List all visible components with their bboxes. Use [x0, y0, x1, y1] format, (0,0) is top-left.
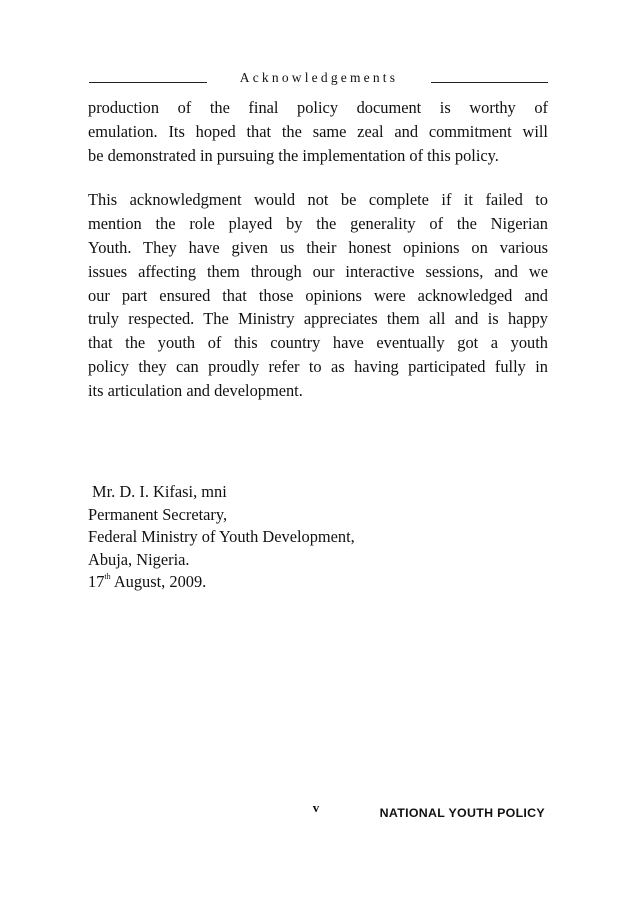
page-number: v — [312, 800, 320, 815]
paragraph-2 — [88, 188, 548, 402]
text-line: be demonstrated in pursuing the implementation of this policy. — [88, 145, 499, 165]
date-suffix: th — [104, 572, 111, 582]
signature-block — [88, 481, 355, 594]
header-rule-left — [89, 82, 207, 83]
header-rule-right — [431, 82, 548, 83]
signatory-title: Permanent Secretary, — [88, 504, 228, 524]
text-line: truly respected. The Ministry appreciates them all and is happy — [88, 309, 548, 329]
section-header — [89, 68, 548, 98]
signatory-organization: Federal Ministry of Youth Development, — [88, 527, 355, 547]
signatory-location: Abuja, Nigeria. — [88, 549, 190, 569]
paragraph-1 — [88, 96, 548, 167]
text-line: emulation. Its hoped that the same zeal and commitment will — [88, 121, 548, 141]
date-rest: August, 2009. — [110, 572, 207, 592]
footer-document-title: NATIONAL YOUTH POLICY — [379, 806, 545, 820]
signatory-name: Mr. D. I. Kifasi, mni — [92, 482, 227, 501]
section-title: Acknowledgements — [239, 70, 399, 85]
text-line: policy they can proudly refer to as having participated fully in — [88, 356, 548, 376]
text-line: production of the final policy document is worthy of — [88, 98, 548, 117]
text-line: mention the role played by the generality of the Nigerian — [88, 214, 548, 234]
body-text — [88, 96, 548, 403]
text-line: its articulation and development. — [88, 380, 303, 400]
text-line: Youth. They have given us their honest opinions on various — [88, 237, 548, 257]
text-line: This acknowledgment would not be complete if it failed to — [88, 190, 548, 210]
signature-date — [88, 571, 355, 594]
text-line: that the youth of this country have eventually got a youth — [88, 333, 548, 353]
text-line: our part ensured that those opinions were acknowledged and — [88, 285, 548, 305]
date-day: 17 — [88, 572, 105, 592]
text-line: issues affecting them through our interactive sessions, and we — [88, 261, 548, 281]
